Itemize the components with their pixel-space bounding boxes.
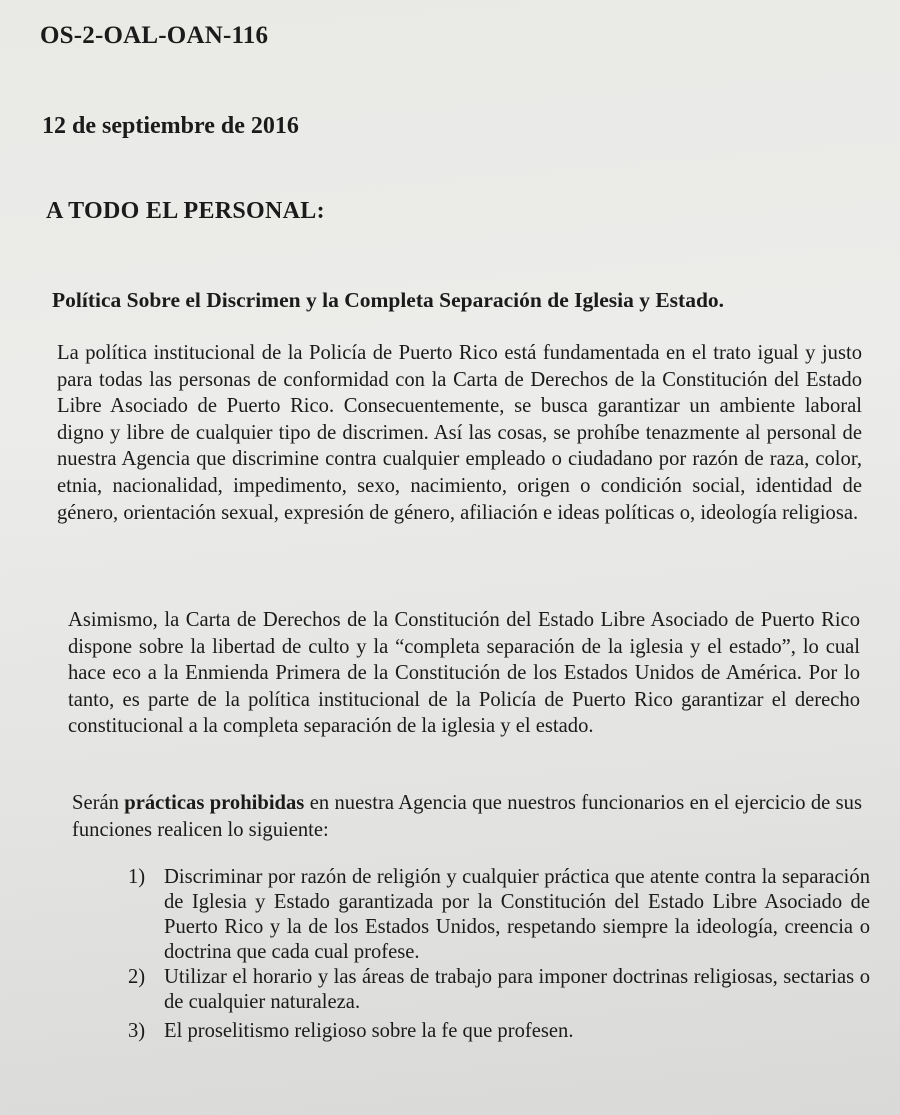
list-item	[128, 965, 870, 1015]
prohibited-practices-list	[128, 865, 870, 1044]
list-item-text: Utilizar el horario y las áreas de trabajo para imponer doctrinas religiosas, sectarias o de cualquier naturaleza.	[164, 966, 870, 1013]
list-item-number: 3)	[128, 1020, 146, 1042]
list-item	[128, 1019, 870, 1044]
paragraph-policy: La política institucional de la Policía de Puerto Rico está fundamentada en el trato igual y justo para todas las personas de conformidad con la Carta de Derechos de la Constitución del Estado Libre Asociado de Puerto Rico. Consecuentemente, se busca garantizar un ambiente laboral digno y libre de cualquier tipo de discrimen. Así las cosas, se prohíbe tenazmente al personal de nuestra Agencia que discrimine contra cualquier empleado o ciudadano por razón de raza, color, etnia, nacionalidad, impedimento, sexo, nacimiento, origen o condición social, identidad de género, orientación sexual, expresión de género, afiliación e ideas políticas o, ideología religiosa.	[57, 342, 862, 524]
paragraph-text-start: Serán	[72, 792, 125, 814]
document-date: 12 de septiembre de 2016	[42, 113, 299, 139]
list-item-number: 1)	[128, 866, 146, 888]
list-item-number: 2)	[128, 966, 146, 988]
list-item-text: Discriminar por razón de religión y cualquier práctica que atente contra la separación de Iglesia y Estado garantizada por la Constitución del Estado Libre Asociado de Puerto Rico y la de los Estados Unidos, respetando siempre la ideología, creencia o doctrina que cada cual profese.	[164, 866, 870, 963]
paragraph-text-end: en nuestra Agencia que nuestros funcionarios en el ejercicio de sus funciones realicen lo siguiente:	[72, 792, 862, 841]
list-item	[128, 865, 870, 965]
document-reference: OS-2-OAL-OAN-116	[40, 22, 269, 49]
paragraph-prohibited-practices	[72, 790, 862, 843]
paragraph-separation: Asimismo, la Carta de Derechos de la Constitución del Estado Libre Asociado de Puerto Rico dispone sobre la libertad de culto y la “completa separación de la iglesia y el estado”, lo cual hace eco a la Enmienda Primera de la Constitución de los Estados Unidos de América. Por lo tanto, es parte de la política institucional de la Policía de Puerto Rico garantizar el derecho constitucional a la completa separación de la iglesia y el estado.	[68, 609, 860, 738]
document-addressee: A TODO EL PERSONAL:	[46, 198, 325, 224]
list-item-text: El proselitismo religioso sobre la fe que profesen.	[164, 1020, 574, 1042]
document-subject: Política Sobre el Discrimen y la Completa Separación de Iglesia y Estado.	[52, 288, 725, 312]
paragraph-text-bold: prácticas prohibidas	[124, 792, 305, 814]
